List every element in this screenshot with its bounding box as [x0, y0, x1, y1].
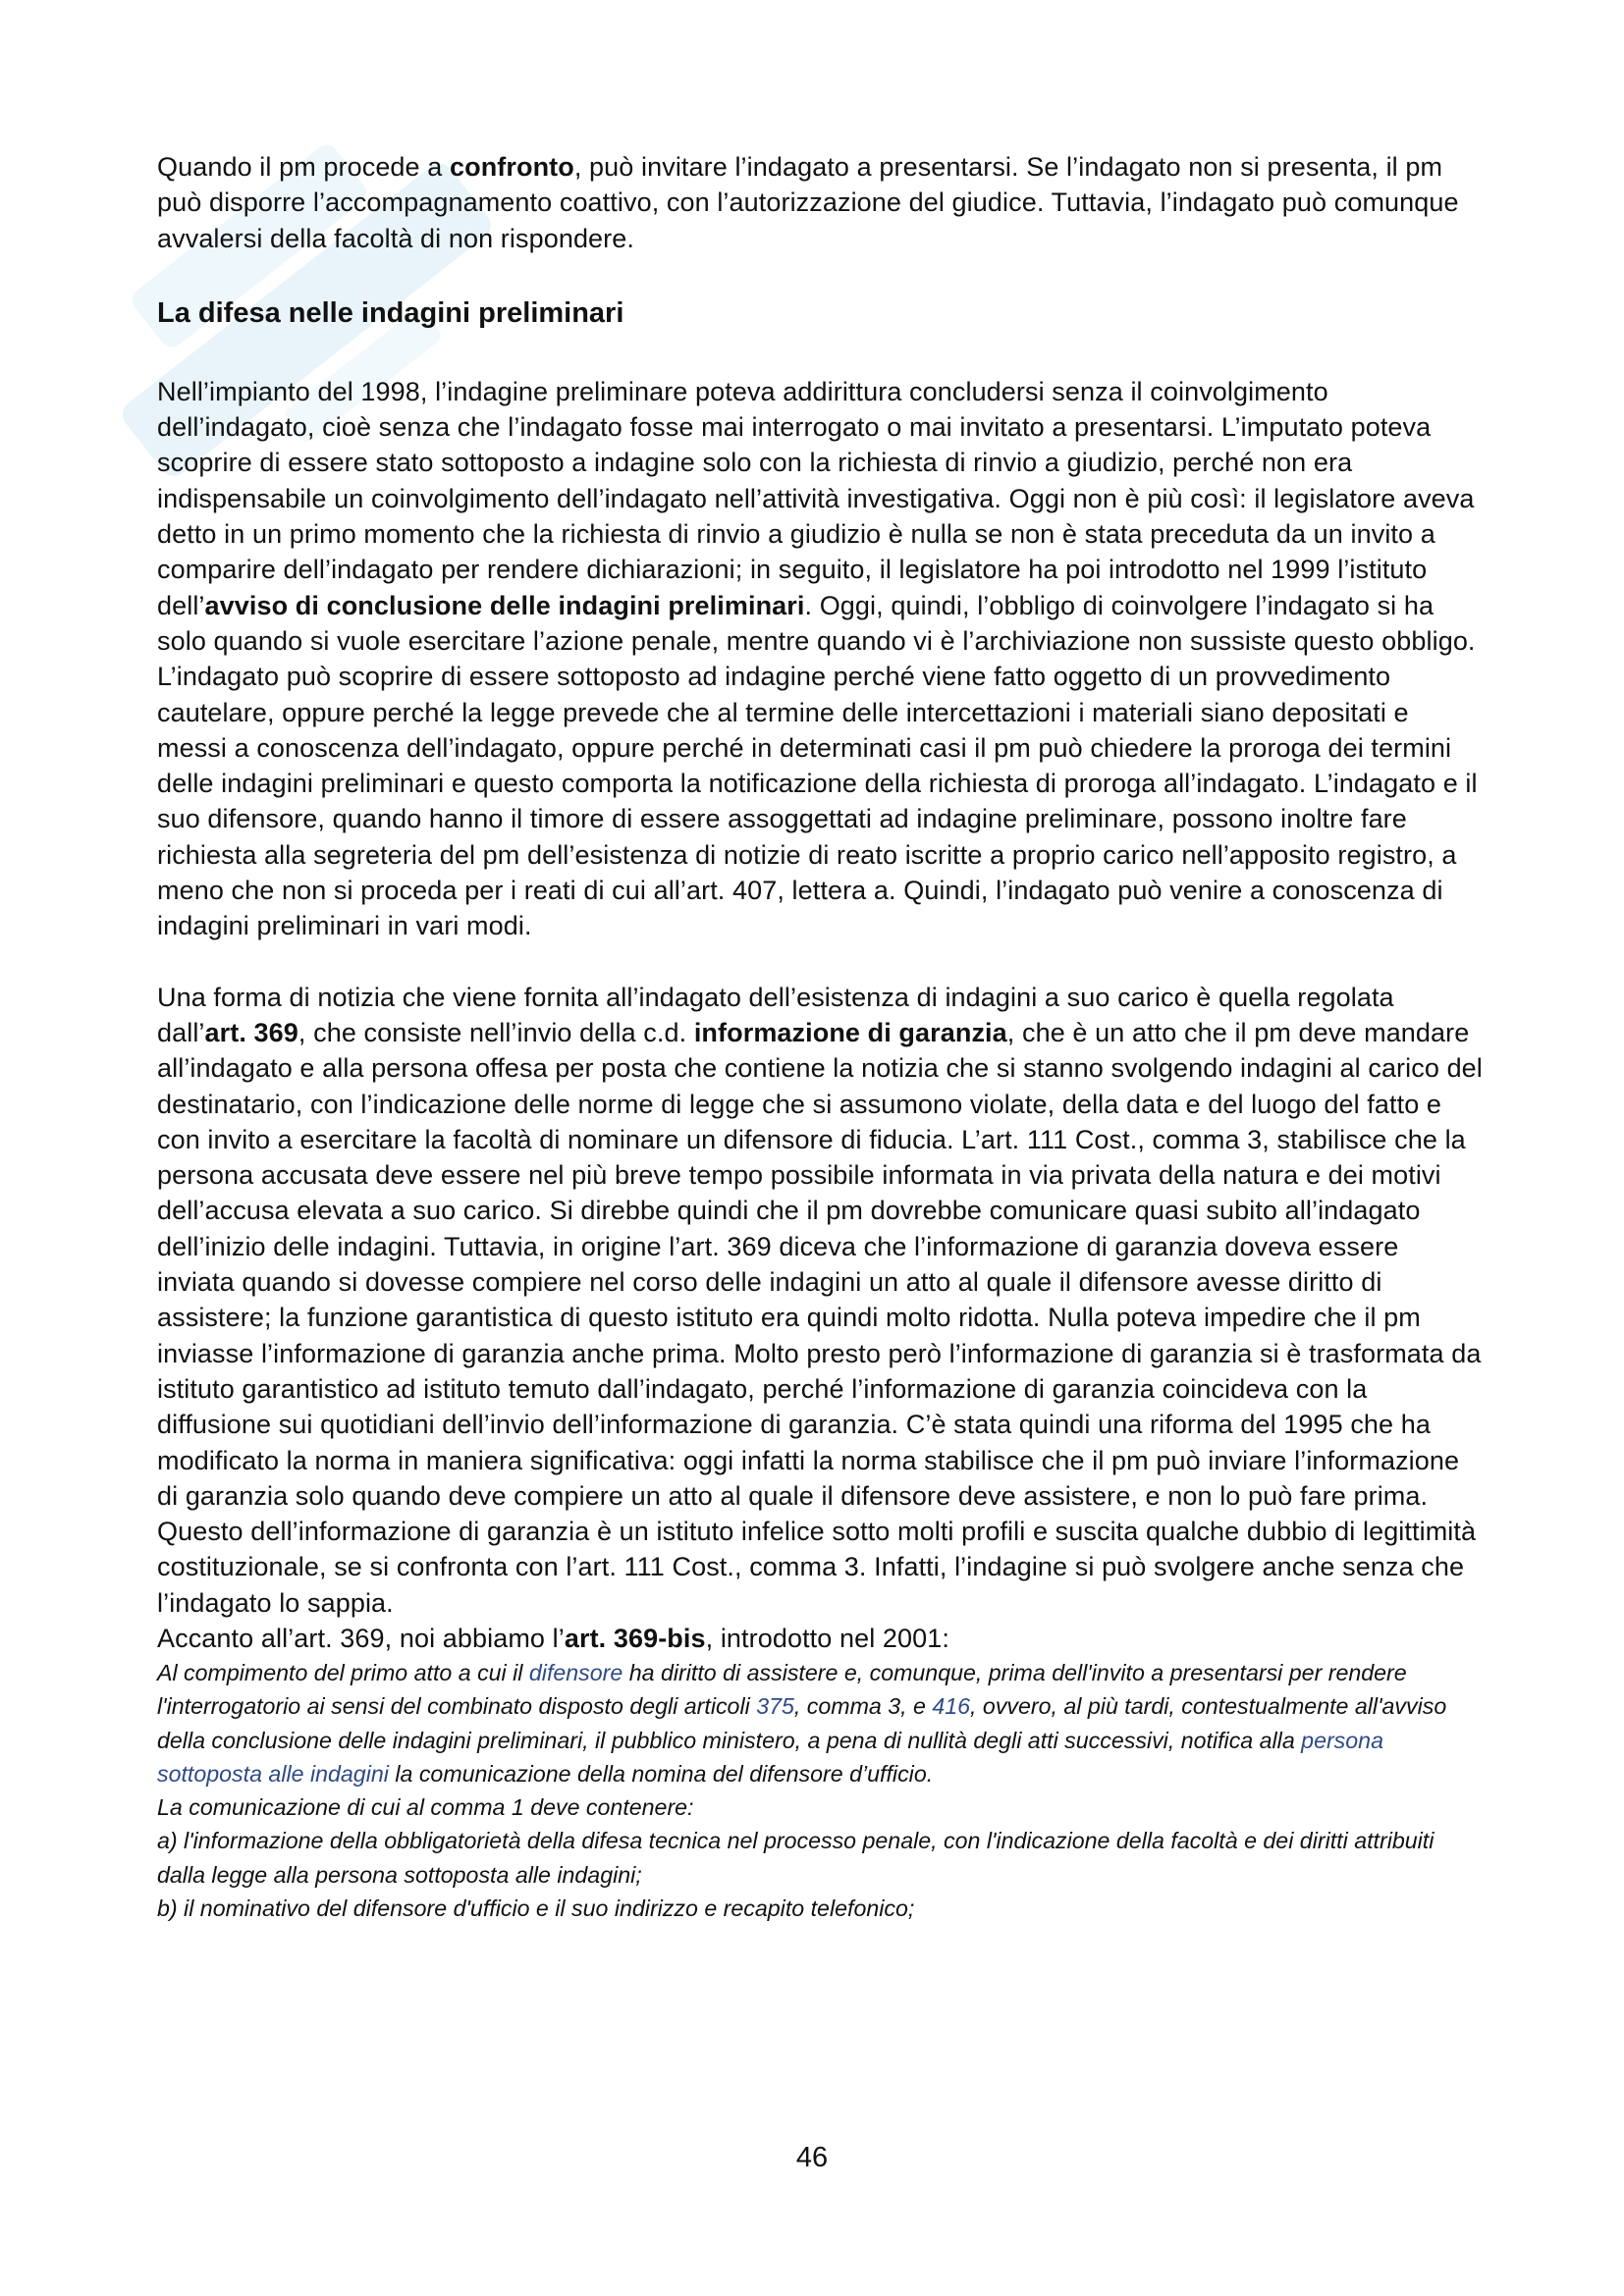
quoted-law-comma1 [157, 1656, 1483, 1790]
bold-term-avviso: avviso di conclusione delle indagini preliminari [204, 590, 805, 620]
link-persona-sottoposta[interactable]: persona sottoposta alle indagini [157, 1727, 1383, 1787]
page-content [157, 149, 1483, 1925]
text-run: , comma 3, e [793, 1693, 933, 1720]
quoted-law-comma2: La comunicazione di cui al comma 1 deve contenere: [157, 1794, 694, 1821]
bold-term-art369bis: art. 369-bis [564, 1623, 706, 1653]
link-difensore[interactable]: difensore [528, 1660, 623, 1686]
paragraph-gap [157, 944, 1483, 980]
paragraph-impianto-1998 [157, 374, 1483, 659]
text-run: . Oggi, quindi, l’obbligo di coinvolgere l’indagato si ha solo quando si vuole esercitare l’azione penale, mentre quando vi è l’archiviazione non sussiste questo obbligo. [157, 590, 1476, 656]
text-run: ha diritto di assistere e, comunque, prima dell'invito a presentarsi per rendere l'interrogatorio ai sensi del combinato disposto degli articoli [157, 1660, 1407, 1720]
link-art375[interactable]: 375 [756, 1693, 794, 1720]
paragraph-informazione-garanzia [157, 980, 1483, 1621]
paragraph-scoperta-indagine: L’indagato può scoprire di essere sottoposto ad indagine perché viene fatto oggetto di un provvedimento cautelare, oppure perché la legge prevede che al termine delle intercettazioni i materiali siano depositati e messi a conoscenza dell’indagato, oppure perché in determinati casi il pm può chiedere la proroga dei termini delle indagini preliminari e questo comporta la notificazione della richiesta di proroga all’indagato. L’indagato e il suo difensore, quando hanno il timore di essere assoggettati ad indagine preliminare, possono inoltre fare richiesta alla segreteria del pm dell’esistenza di notizie di reato iscritte a proprio carico nell’apposito registro, a meno che non si proceda per i reati di cui all’art. 407, lettera a. Quindi, l’indagato può venire a conoscenza di indagini preliminari in vari modi. [157, 662, 1478, 941]
text-run: , ovvero, al più tardi, contestualmente all'avviso della conclusione delle indagini preliminari, il pubblico ministero, a pena di nullità degli atti successivi, notifica alla [157, 1693, 1447, 1753]
text-run: Nell’impianto del 1998, l’indagine preliminare poteva addirittura concludersi senza il coinvolgimento dell’indagato, cioè senza che l’indagato fosse mai interrogato o mai invitato a presentarsi. L’imputato poteva scoprire di essere stato sottoposto a indagine solo con la richiesta di rinvio a giudizio, perché non era indispensabile un coinvolgimento dell’indagato nell’attività investigativa. Oggi non è più così: il legislatore aveva detto in un primo momento che la richiesta di rinvio a giudizio è nulla se non è stata preceduta da un invito a comparire dell’indagato per rendere dichiarazioni; in seguito, il legislatore ha poi introdotto nel 1999 l’istituto dell’ [157, 376, 1475, 620]
text-run: Quando il pm procede a [157, 152, 450, 182]
text-run: , che è un atto che il pm deve mandare all’indagato e alla persona offesa per posta che contiene la notizia che si stanno svolgendo indagini al carico del destinatario, con l’indicazione delle norme di legge che si assumono violate, della data e del luogo del fatto e con invito a esercitare la facoltà di nominare un difensore di fiducia. L’art. 111 Cost., comma 3, stabilisce che la persona accusata deve essere nel più breve tempo possibile informata in via privata della natura e dei motivi dell’accusa elevata a suo carico. Si direbbe quindi che il pm dovrebbe comunicare quasi subito all’indagato dell’inizio delle indagini. Tuttavia, in origine l’art. 369 diceva che l’informazione di garanzia doveva essere inviata quando si dovesse compiere nel corso delle indagini un atto al quale il difensore avesse diritto di assistere; la funzione garantistica di questo istituto era quindi molto ridotta. Nulla poteva impedire che il pm inviasse l’informazione di garanzia anche prima. Molto presto però l’informazione di garanzia si è trasformata da istituto garantistico ad istituto temuto dall’indagato, perché l’informazione di garanzia coincideva con la diffusione sui quotidiani dell’invio dell’informazione di garanzia. C’è stata quindi una riforma del 1995 che ha modificato la norma in maniera significativa: oggi infatti la norma stabilisce che il pm può inviare l’informazione di garanzia solo quando deve compiere un atto al quale il difensore deve assistere, e non lo può fare prima. Questo dell’informazione di garanzia è un istituto infelice sotto molti profili e suscita qualche dubbio di legittimità costituzionale, se si confronta con l’art. 111 Cost., comma 3. Infatti, l’indagine si può svolgere anche senza che l’indagato lo sappia. [157, 1017, 1483, 1618]
bold-term-art369: art. 369 [204, 1017, 298, 1047]
text-run: , che consiste nell’invio della c.d. [298, 1017, 694, 1047]
page-number: 46 [795, 2142, 829, 2173]
text-run: la comunicazione della nomina del difensore d’ufficio. [388, 1760, 934, 1787]
bold-term-informazione: informazione di garanzia [693, 1017, 1007, 1047]
paragraph-confronto [157, 149, 1483, 256]
text-run: Una forma di notizia che viene fornita all’indagato dell’esistenza di indagini a suo carico è quella regolata dall’ [157, 982, 1394, 1047]
text-run: Al compimento del primo atto a cui il [157, 1660, 529, 1686]
text-run: , introdotto nel 2001: [705, 1623, 950, 1653]
paragraph-art369bis [157, 1621, 1483, 1656]
link-art416[interactable]: 416 [932, 1693, 971, 1720]
bold-term-confronto: confronto [449, 152, 574, 182]
quoted-law-item-b: b) il nominativo del difensore d'ufficio e il suo indirizzo e recapito telefonico; [157, 1895, 915, 1921]
text-run: Accanto all’art. 369, noi abbiamo l’ [157, 1623, 565, 1653]
section-heading: La difesa nelle indagini preliminari [157, 296, 624, 329]
quoted-law-item-a: a) l'informazione della obbligatorietà della difesa tecnica nel processo penale, con l'indicazione della facoltà e dei diritti attribuiti dalla legge alla persona sottoposta alle indagini; [157, 1828, 1435, 1888]
text-run: , può invitare l’indagato a presentarsi. Se l’indagato non si presenta, il pm può disporre l’accompagnamento coattivo, con l’autorizzazione del giudice. Tuttavia, l’indagato può comunque avvalersi della facoltà di non rispondere. [157, 152, 1459, 253]
